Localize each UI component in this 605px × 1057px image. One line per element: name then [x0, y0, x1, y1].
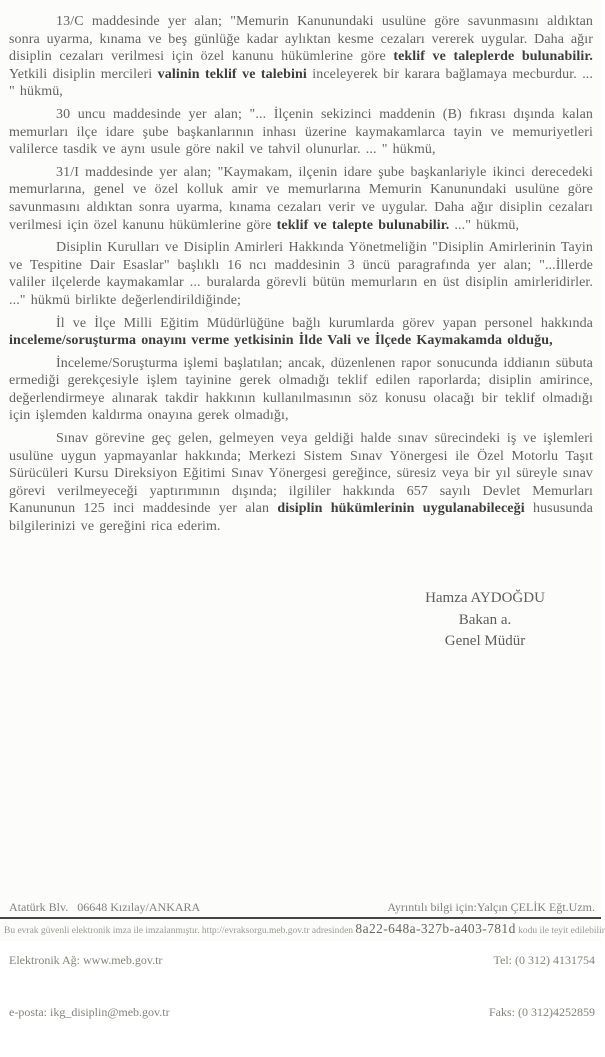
paragraph-text: hususunda bilgilerinizi ve gereğini rica ederim.: [9, 501, 593, 535]
paragraph-sinav: [9, 430, 593, 536]
paragraph-text-bold: teklif ve talepte bulunabilir.: [276, 217, 450, 233]
letter-body: [9, 13, 593, 541]
paragraph-text: Sınav görevine geç gelen, gelmeyen veya geldiği halde sınav sürecindeki iş ve işlemleri usulüne uygun yapmayanlar hakkında; Merkezi Sistem Sınav Yönergesi ile Özel Motorlu Taşıt Sürücüleri Kursu Direksiyon Eğitimi Sınav Yönergesi gereğince, süresiz veya bir yıl süreyle sınav görevi verilmeyeceği yaptırımının dışında; ilgililer hakkında 657 sayılı Devlet Memurları Kanununun 125 inci maddesinde yer alan: [9, 431, 593, 517]
paragraph-text-bold: valinin teklif ve talebini: [157, 66, 307, 82]
footer-address-line: Atatürk Blv. 06648 Kızılay/ANKARA: [9, 900, 201, 914]
paragraph-text: Disiplin Kurulları ve Disiplin Amirleri Hakkında Yönetmeliğin "Disiplin Amirlerinin Tayin ve Tespitine Dair Esaslar" başlıklı 16 ncı maddesinin 3 üncü paragrafında yer alan; "...İllerde valiler ilçelerde kaymakamlar ... buralarda görevli bütün memurların en üst disiplin amirleridirler. ..." hükmü birlikte değerlendirildiğinde;: [9, 240, 593, 308]
paragraph-inceleme: [9, 355, 593, 425]
esign-verification-code: 8a22-648a-327b-a403-781d: [355, 921, 516, 936]
signature-block: [368, 588, 602, 653]
paragraph-text: 13/C maddesinde yer alan; "Memurin Kanunundaki usulüne göre savunmasını aldıktan sonra uyarma, kınama ve beş günlüğe kadar aylıktan kesme cezaları vererek uygular. Daha ağır disiplin cezaları verilmesi için özel kanunu hükümlerine göre: [9, 14, 593, 65]
footer-divider: [0, 917, 601, 919]
paragraph-30: [9, 106, 593, 159]
esign-verification-line: [4, 921, 605, 937]
paragraph-text: 31/I maddesinde yer alan; "Kaymakam, ilçenin idare şube başkanlariyle ikinci derecedeki memurlarına, genel ve özel kolluk amir ve memurlarına Memurin Kanunundaki usulüne göre savunmasını aldıktan sonra uyarma, kınama cezaları verir ve uygular. Daha ağır disiplin cezaları verilmesi için özel kanunu hükümlerine göre: [9, 164, 593, 233]
footer-website-line: Elektronik Ağ: www.meb.gov.tr: [9, 952, 163, 967]
footer-address-block: [9, 864, 200, 1057]
signatory-capacity: Bakan a.: [458, 611, 512, 628]
footer: [9, 864, 595, 1057]
paragraph-disiplin-kurullari: [9, 239, 593, 309]
paragraph-yetki: [9, 315, 593, 350]
footer-fax-line: Faks: (0 312)4252859: [489, 1005, 595, 1019]
paragraph-text-bold: disiplin hükümlerinin uygulanabileceği: [277, 501, 525, 517]
paragraph-13c: [9, 13, 593, 101]
paragraph-text-bold: teklif ve taleplerde bulunabilir.: [393, 49, 593, 65]
esign-prefix-text: Bu evrak güvenli elektronik imza ile imzalanmıştır. http://evraksorgu.meb.gov.tr adresinden: [4, 926, 356, 936]
paragraph-text: ..." hükmü,: [449, 217, 520, 233]
footer-contact-block: [387, 864, 595, 1057]
paragraph-text: İnceleme/Soruşturma işlemi başlatılan; ancak, düzenlenen rapor sonucunda iddianın sübuta ermediği gerekçesiyle işlem tayinine gerek olmadığı teklif edilen raporlarda; disiplin amirince, değerlendirmeye alınarak takdir hakkının kullanılmasının söz konusu olacağı bir teklif olmadığı için işlemden kaldırma onayına gerek olmadığı,: [9, 355, 593, 424]
paragraph-text: Yetkili disiplin mercileri: [9, 66, 158, 82]
footer-phone-line: Tel: (0 312) 4131754: [493, 952, 595, 967]
footer-contact-person-line: Ayrıntılı bilgi için:Yalçın ÇELİK Eğt.Uzm.: [387, 900, 595, 914]
paragraph-31i: [9, 164, 593, 234]
esign-suffix-text: kodu ile teyit edilebilir: [515, 926, 605, 936]
paragraph-text-bold: inceleme/soruşturma onayını verme yetkisinin İlde Vali ve İlçede Kaymakamda olduğu,: [9, 333, 553, 349]
signatory-title: Genel Müdür: [444, 633, 526, 649]
paragraph-text: 30 uncu maddesinde yer alan; "... İlçenin sekizinci maddenin (B) fıkrası dışında kalan memurları ilçe idare şube başkanlarının inhası üzerine kaymakamlarca tayin ve memuriyetleri valilerce tasdik ve aynı usule göre nakil ve tahvil olunurlar. ... " hükmü,: [9, 106, 593, 158]
paragraph-text: İl ve İlçe Milli Eğitim Müdürlüğüne bağlı kurumlarda görev yapan personel hakkında: [56, 315, 593, 331]
footer-email-line: e-posta: ikg_disiplin@meb.gov.tr: [9, 1005, 170, 1019]
paragraph-text: inceleyerek bir karara bağlamaya mecburdur. ... " hükmü,: [9, 66, 594, 100]
signatory-name: Hamza AYDOĞDU: [425, 590, 545, 606]
